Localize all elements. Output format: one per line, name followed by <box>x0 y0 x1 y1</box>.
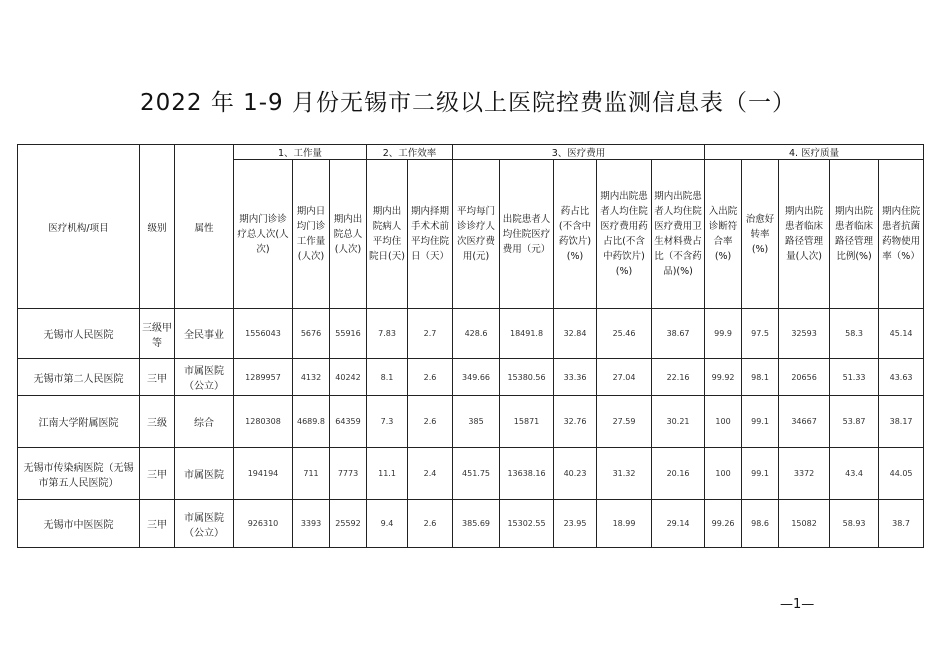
column-header: 期内出院患者人均住院医疗费用卫生材料费占比（不含药品)(%) <box>652 160 705 309</box>
table-cell: 3393 <box>293 500 330 548</box>
table-cell: 20.16 <box>652 448 705 500</box>
table-cell: 1280308 <box>234 396 293 448</box>
hospital-property: 市属医院（公立） <box>175 359 234 396</box>
table-cell: 31.32 <box>597 448 652 500</box>
column-header: 期内出院患者人均住院医疗费用药占比(不含中药饮片)(%) <box>597 160 652 309</box>
table-row <box>18 396 924 448</box>
table-cell: 43.63 <box>879 359 924 396</box>
table-cell: 11.1 <box>367 448 408 500</box>
header-property: 属性 <box>175 145 234 309</box>
table-cell: 194194 <box>234 448 293 500</box>
hospital-property: 市属医院 <box>175 448 234 500</box>
table-cell: 20656 <box>779 359 830 396</box>
column-header: 平均每门诊诊疗人次医疗费用(元) <box>453 160 500 309</box>
hospital-level: 三甲 <box>140 448 175 500</box>
table-cell: 2.4 <box>408 448 453 500</box>
table-cell: 349.66 <box>453 359 500 396</box>
header-level: 级别 <box>140 145 175 309</box>
table-cell: 32593 <box>779 309 830 359</box>
column-header: 药占比(不含中药饮片)(%) <box>554 160 597 309</box>
table-cell: 99.92 <box>705 359 742 396</box>
table-cell: 98.1 <box>742 359 779 396</box>
table-cell: 7.3 <box>367 396 408 448</box>
table-cell: 15082 <box>779 500 830 548</box>
hospital-property: 市属医院（公立） <box>175 500 234 548</box>
page-number: —1— <box>780 597 815 612</box>
table-cell: 100 <box>705 396 742 448</box>
column-header: 出院患者人均住院医疗费用（元） <box>500 160 554 309</box>
table-cell: 2.7 <box>408 309 453 359</box>
table-cell: 3372 <box>779 448 830 500</box>
table-cell: 99.1 <box>742 448 779 500</box>
column-header: 期内门诊诊疗总人次(人次) <box>234 160 293 309</box>
table-cell: 385.69 <box>453 500 500 548</box>
table-cell: 18491.8 <box>500 309 554 359</box>
table-cell: 451.75 <box>453 448 500 500</box>
column-header: 期内择期手术术前平均住院日（天） <box>408 160 453 309</box>
table-cell: 38.17 <box>879 396 924 448</box>
table-row <box>18 359 924 396</box>
hospital-level: 三甲 <box>140 359 175 396</box>
table-cell: 4132 <box>293 359 330 396</box>
hospital-name: 无锡市人民医院 <box>18 309 140 359</box>
table-cell: 29.14 <box>652 500 705 548</box>
table-cell: 58.93 <box>830 500 879 548</box>
hospital-property: 综合 <box>175 396 234 448</box>
table-cell: 5676 <box>293 309 330 359</box>
table-cell: 7773 <box>330 448 367 500</box>
group-efficiency: 2、工作效率 <box>367 145 453 160</box>
table-cell: 13638.16 <box>500 448 554 500</box>
table-cell: 40.23 <box>554 448 597 500</box>
table-cell: 385 <box>453 396 500 448</box>
column-header: 治愈好转率(%) <box>742 160 779 309</box>
table-row <box>18 500 924 548</box>
table-cell: 15380.56 <box>500 359 554 396</box>
table-cell: 30.21 <box>652 396 705 448</box>
table-cell: 1289957 <box>234 359 293 396</box>
table-cell: 53.87 <box>830 396 879 448</box>
table-cell: 1556043 <box>234 309 293 359</box>
table-cell: 34667 <box>779 396 830 448</box>
table-cell: 711 <box>293 448 330 500</box>
column-header: 期内出院总人(人次) <box>330 160 367 309</box>
hospital-name: 无锡市传染病医院（无锡市第五人民医院） <box>18 448 140 500</box>
table-cell: 98.6 <box>742 500 779 548</box>
hospital-property: 全民事业 <box>175 309 234 359</box>
table-cell: 99.1 <box>742 396 779 448</box>
table-row <box>18 309 924 359</box>
table-cell: 99.26 <box>705 500 742 548</box>
table-cell: 2.6 <box>408 396 453 448</box>
table-cell: 100 <box>705 448 742 500</box>
column-header: 期内日均门诊工作量(人次) <box>293 160 330 309</box>
table-cell: 15302.55 <box>500 500 554 548</box>
table-cell: 99.9 <box>705 309 742 359</box>
table-cell: 64359 <box>330 396 367 448</box>
table-cell: 15871 <box>500 396 554 448</box>
table-cell: 45.14 <box>879 309 924 359</box>
table-cell: 27.59 <box>597 396 652 448</box>
column-header: 入出院诊断符合率(%) <box>705 160 742 309</box>
hospital-level: 三级 <box>140 396 175 448</box>
table-cell: 43.4 <box>830 448 879 500</box>
table-cell: 8.1 <box>367 359 408 396</box>
table-row <box>18 448 924 500</box>
table-cell: 38.67 <box>652 309 705 359</box>
table-cell: 428.6 <box>453 309 500 359</box>
group-medical-quality: 4. 医疗质量 <box>705 145 924 160</box>
column-header: 期内出院患者临床路径管理比例(%) <box>830 160 879 309</box>
table-cell: 32.84 <box>554 309 597 359</box>
table-cell: 2.6 <box>408 500 453 548</box>
table-cell: 7.83 <box>367 309 408 359</box>
hospital-name: 无锡市第二人民医院 <box>18 359 140 396</box>
table-cell: 51.33 <box>830 359 879 396</box>
hospital-name: 无锡市中医医院 <box>18 500 140 548</box>
table-cell: 25.46 <box>597 309 652 359</box>
table-cell: 926310 <box>234 500 293 548</box>
table-cell: 97.5 <box>742 309 779 359</box>
table-cell: 55916 <box>330 309 367 359</box>
table-cell: 38.7 <box>879 500 924 548</box>
table-cell: 40242 <box>330 359 367 396</box>
group-medical-cost: 3、医疗费用 <box>453 145 705 160</box>
column-header: 期内出院患者临床路径管理量(人次) <box>779 160 830 309</box>
table-cell: 18.99 <box>597 500 652 548</box>
table-cell: 22.16 <box>652 359 705 396</box>
hospital-name: 江南大学附属医院 <box>18 396 140 448</box>
column-header: 期内出院病人平均住院日(天) <box>367 160 408 309</box>
column-header: 期内住院患者抗菌药物使用率（%） <box>879 160 924 309</box>
table-cell: 33.36 <box>554 359 597 396</box>
monitoring-table <box>17 144 924 548</box>
table-cell: 23.95 <box>554 500 597 548</box>
table-cell: 4689.8 <box>293 396 330 448</box>
table-cell: 2.6 <box>408 359 453 396</box>
table-cell: 27.04 <box>597 359 652 396</box>
table-cell: 32.76 <box>554 396 597 448</box>
page-title: 2022 年 1-9 月份无锡市二级以上医院控费监测信息表（一） <box>139 90 797 116</box>
hospital-level: 三级甲等 <box>140 309 175 359</box>
table-cell: 25592 <box>330 500 367 548</box>
group-workload: 1、工作量 <box>234 145 367 160</box>
header-org: 医疗机构/项目 <box>18 145 140 309</box>
table-cell: 44.05 <box>879 448 924 500</box>
table-cell: 58.3 <box>830 309 879 359</box>
table-cell: 9.4 <box>367 500 408 548</box>
hospital-level: 三甲 <box>140 500 175 548</box>
